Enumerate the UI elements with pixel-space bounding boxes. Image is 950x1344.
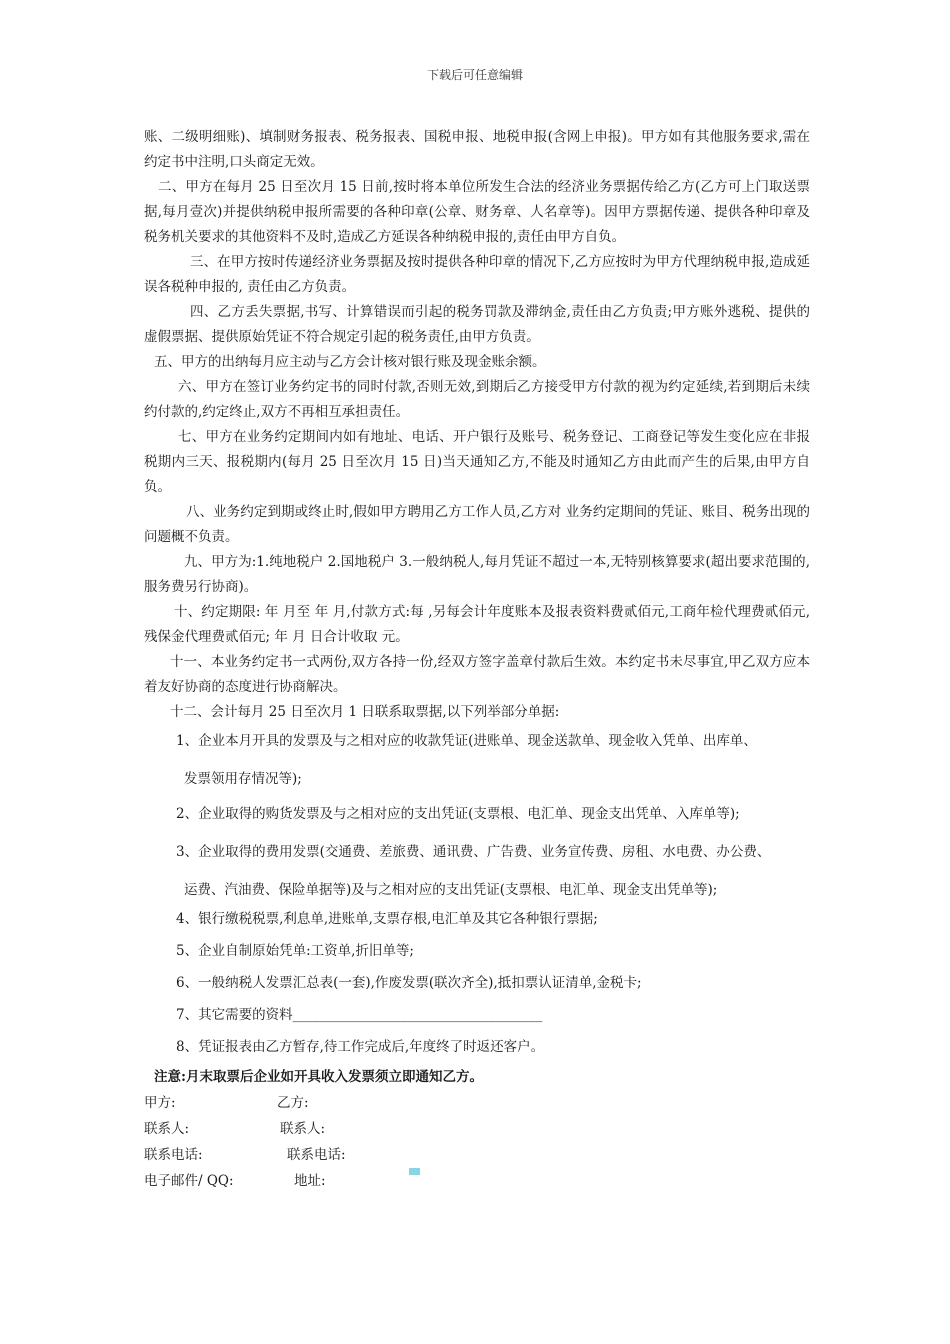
clause-9: 九、甲方为:1.纯地税户 2.国地税户 3.一般纳税人,每月凭证不超过一本,无特别核算要求(超出要求范围的,服务费另行协商)。 (144, 554, 810, 595)
list-item-continuation: 运费、汽油费、保险单据等)及与之相对应的支出凭证(支票根、电汇单、现金支出凭单等); (184, 882, 718, 898)
clause-8: 八、业务约定到期或终止时,假如甲方聘用乙方工作人员,乙方对 业务约定期间的凭证、账目、税务出现的问题概不负责。 (144, 504, 810, 545)
address-b-label: 地址: (294, 1173, 326, 1189)
list-item: 2、企业取得的购货发票及与之相对应的支出凭证(支票根、电汇单、现金支出凭单、入库单等); (176, 806, 740, 822)
phone-b-label: 联系电话: (287, 1147, 346, 1163)
list-item: 6、一般纳税人发票汇总表(一套),作废发票(联次齐全),抵扣票认证清单,金税卡; (176, 975, 642, 991)
list-item: 7、其它需要的资料_____________________________________ (176, 1007, 543, 1023)
highlight-marker (409, 1168, 420, 1175)
list-item: 8、凭证报表由乙方暂存,待工作完成后,年度终了时返还客户。 (176, 1039, 545, 1055)
page-header: 下载后可任意编辑 (426, 68, 523, 82)
clause-12: 十二、会计每月 25 日至次月 1 日联系取票据,以下列举部分单据: (170, 704, 560, 720)
signature-row (144, 1168, 810, 1194)
clause-4: 四、乙方丢失票据,书写、计算错误而引起的税务罚款及滞纳金,责任由乙方负责;甲方账外逃税、提供的虚假票据、提供原始凭证不符合规定引起的税务责任,由甲方负责。 (144, 304, 810, 345)
clause-6: 六、甲方在签订业务约定书的同时付款,否则无效,到期后乙方接受甲方付款的视为约定延续,若到期后未续约付款的,约定终止,双方不再相互承担责任。 (144, 379, 810, 420)
list-item: 3、企业取得的费用发票(交通费、差旅费、通讯费、广告费、业务宣传费、房租、水电费、办公费、 (176, 844, 771, 860)
phone-a-label: 联系电话: (144, 1147, 203, 1163)
email-a-label: 电子邮件/ QQ: (144, 1173, 234, 1189)
party-a-label: 甲方: (144, 1095, 176, 1111)
list-item-continuation: 发票领用存情况等); (184, 771, 302, 787)
clause-11: 十一、本业务约定书一式两份,双方各持一份,经双方签字盖章付款后生效。本约定书未尽事宜,甲乙双方应本着友好协商的态度进行协商解决。 (144, 654, 810, 695)
list-item: 1、企业本月开具的发票及与之相对应的收款凭证(进账单、现金送款单、现金收入凭单、出库单、 (176, 733, 757, 749)
clause-2: 二、甲方在每月 25 日至次月 15 日前,按时将本单位所发生合法的经济业务票据传给乙方(乙方可上门取送票据,每月壹次)并提供纳税申报所需要的各种印章(公章、财务章、人名章等)。因甲方票据传递、提供各种印章及税务机关要求的其他资料不及时,造成乙方延误各种纳税申报的,责任由甲方自负。 (144, 179, 810, 245)
clause-7: 七、甲方在业务约定期间内如有地址、电话、开户银行及账号、税务登记、工商登记等发生变化应在非报税期内三天、报税期内(每月 25 日至次月 15 日)当天通知乙方,不能及时通知乙方由此而产生的后果,由甲方自负。 (144, 429, 810, 495)
list-item: 5、企业自制原始凭单:工资单,折旧单等; (176, 943, 414, 959)
contact-a-label: 联系人: (144, 1121, 190, 1137)
contact-b-label: 联系人: (280, 1121, 326, 1137)
party-b-label: 乙方: (277, 1095, 309, 1111)
list-item: 4、银行缴税税票,利息单,进账单,支票存根,电汇单及其它各种银行票据; (176, 911, 598, 927)
signature-row (144, 1142, 810, 1168)
clause-5: 五、甲方的出纳每月应主动与乙方会计核对银行账及现金账余额。 (154, 354, 546, 370)
contract-body (144, 125, 810, 1194)
signature-row (144, 1116, 810, 1142)
continuation-paragraph: 账、二级明细账)、填制财务报表、税务报表、国税申报、地税申报(含网上申报)。甲方如有其他服务要求,需在约定书中注明,口头商定无效。 (144, 129, 810, 170)
clause-10: 十、约定期限: 年 月至 年 月,付款方式:每 ,另每会计年度账本及报表资料费贰佰元,工商年检代理费贰佰元,残保金代理费贰佰元; 年 月 日合计收取 元。 (144, 604, 810, 645)
notice-text: 注意:月末取票后企业如开具收入发票须立即通知乙方。 (154, 1069, 483, 1085)
signature-row (144, 1090, 810, 1116)
clause-3: 三、在甲方按时传递经济业务票据及按时提供各种印章的情况下,乙方应按时为甲方代理纳税申报,造成延误各税种申报的, 责任由乙方负责。 (144, 254, 810, 295)
document-list (144, 725, 810, 1063)
